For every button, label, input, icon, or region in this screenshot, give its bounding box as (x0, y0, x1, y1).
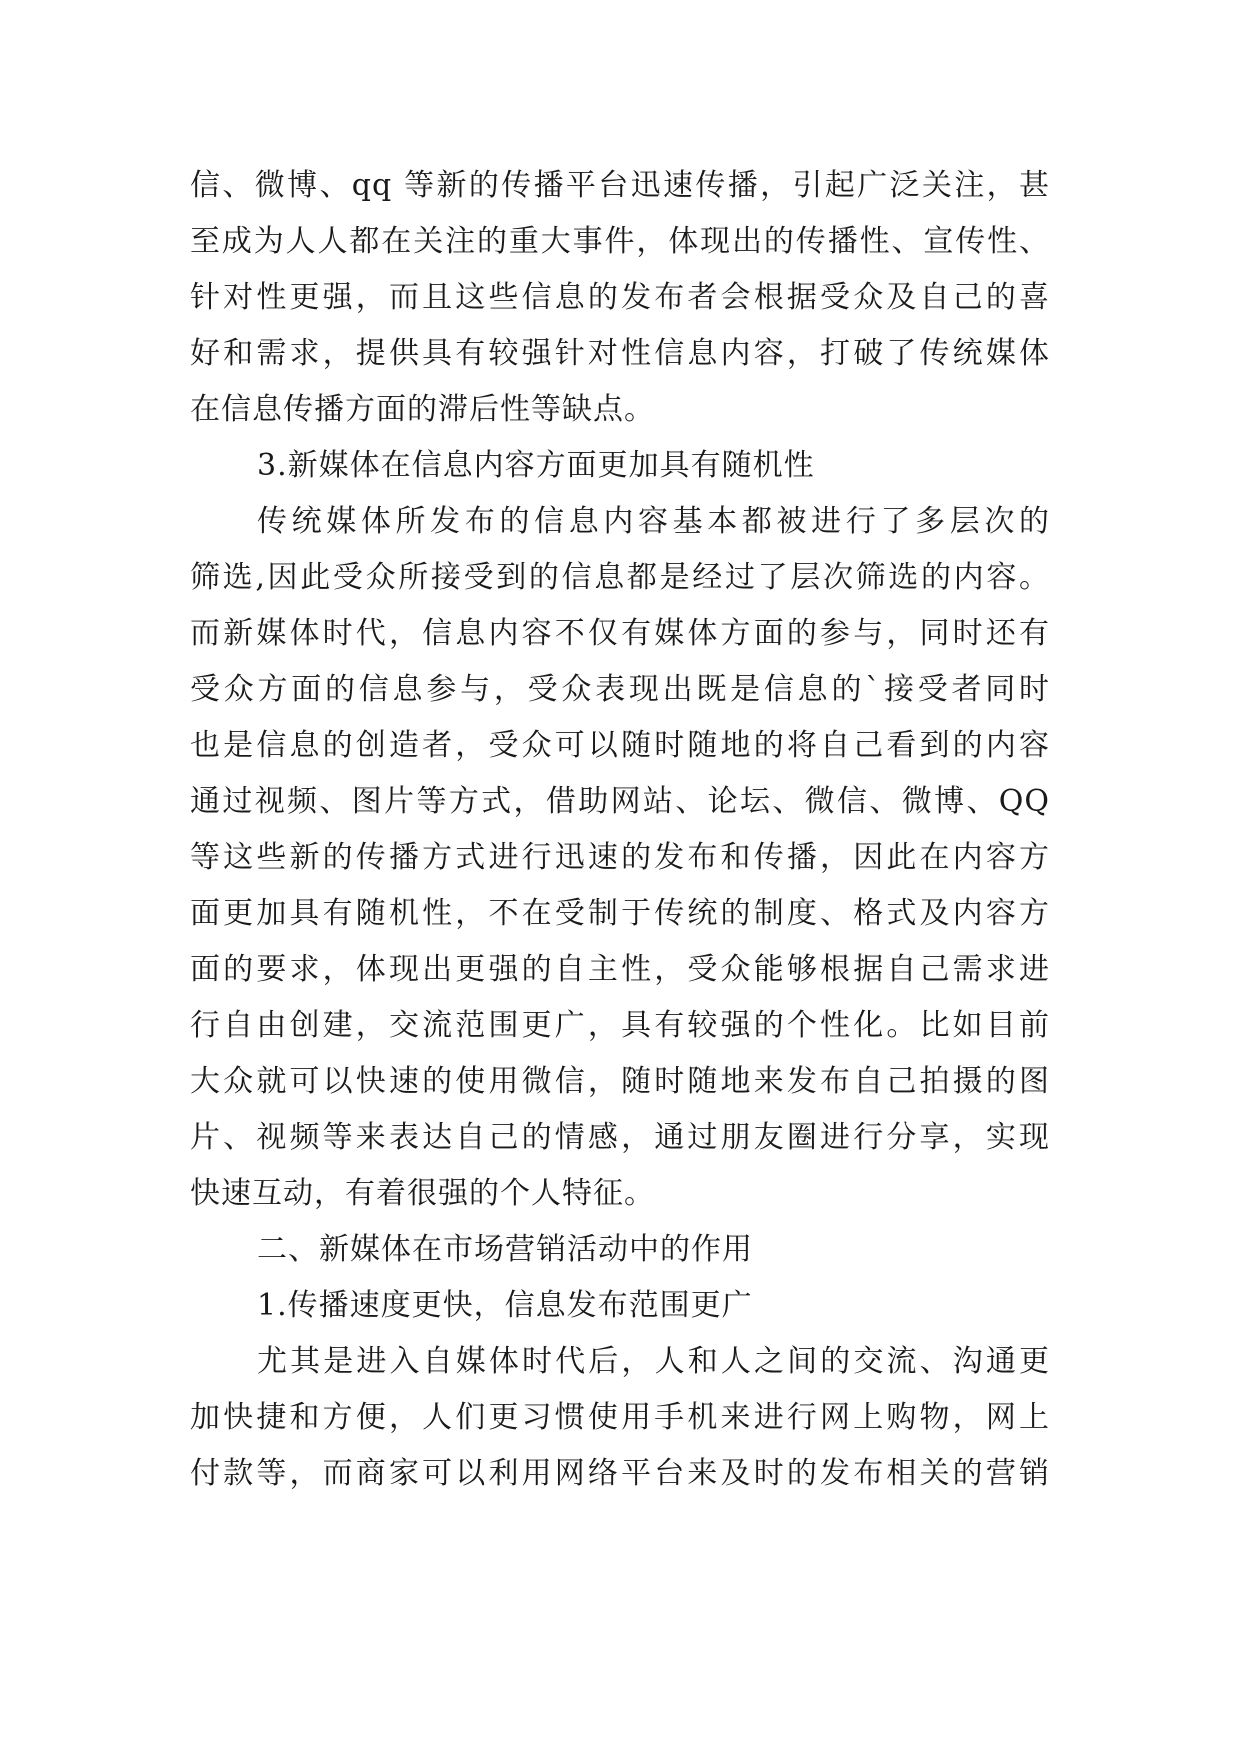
paragraph-line: 加快捷和方便，人们更习惯使用手机来进行网上购物，网上 (190, 1400, 1050, 1435)
paragraph-1 (190, 158, 1050, 438)
subheading-1: 1.传播速度更快，信息发布范围更广 (257, 1288, 753, 1323)
paragraph-line: 快速互动，有着很强的个人特征。 (190, 1176, 655, 1211)
paragraph-line: 筛选,因此受众所接受到的信息都是经过了层次筛选的内容。 (190, 560, 1050, 595)
document-body (190, 158, 1050, 1502)
paragraph-line: 尤其是进入自媒体时代后，人和人之间的交流、沟通更 (257, 1344, 1050, 1379)
paragraph-line: 也是信息的创造者，受众可以随时随地的将自己看到的内容 (190, 728, 1050, 763)
paragraph-line: 而新媒体时代，信息内容不仅有媒体方面的参与，同时还有 (190, 616, 1050, 651)
paragraph-line: 面的要求，体现出更强的自主性，受众能够根据自己需求进 (190, 952, 1050, 987)
paragraph-line: 行自由创建，交流范围更广，具有较强的个性化。比如目前 (190, 1008, 1050, 1043)
paragraph-line: 传统媒体所发布的信息内容基本都被进行了多层次的 (257, 504, 1050, 539)
paragraph-line: 通过视频、图片等方式，借助网站、论坛、微信、微博、QQ (190, 784, 1050, 819)
paragraph-line: 针对性更强，而且这些信息的发布者会根据受众及自己的喜 (190, 280, 1050, 315)
paragraph-line: 信、微博、qq 等新的传播平台迅速传播，引起广泛关注，甚 (190, 168, 1050, 203)
subheading-3: 3.新媒体在信息内容方面更加具有随机性 (257, 448, 815, 483)
paragraph-3 (190, 1334, 1050, 1502)
paragraph-line: 片、视频等来表达自己的情感，通过朋友圈进行分享，实现 (190, 1120, 1050, 1155)
paragraph-line: 受众方面的信息参与，受众表现出既是信息的`接受者同时 (190, 672, 1050, 707)
paragraph-line: 在信息传播方面的滞后性等缺点。 (190, 392, 655, 427)
paragraph-line: 至成为人人都在关注的重大事件，体现出的传播性、宣传性、 (190, 224, 1050, 259)
paragraph-line: 面更加具有随机性，不在受制于传统的制度、格式及内容方 (190, 896, 1050, 931)
paragraph-line: 好和需求，提供具有较强针对性信息内容，打破了传统媒体 (190, 336, 1050, 371)
paragraph-line: 等这些新的传播方式进行迅速的发布和传播，因此在内容方 (190, 840, 1050, 875)
paragraph-line: 付款等，而商家可以利用网络平台来及时的发布相关的营销 (190, 1456, 1050, 1491)
paragraph-2 (190, 494, 1050, 1222)
section-heading: 二、新媒体在市场营销活动中的作用 (257, 1232, 753, 1267)
paragraph-line: 大众就可以快速的使用微信，随时随地来发布自己拍摄的图 (190, 1064, 1050, 1099)
